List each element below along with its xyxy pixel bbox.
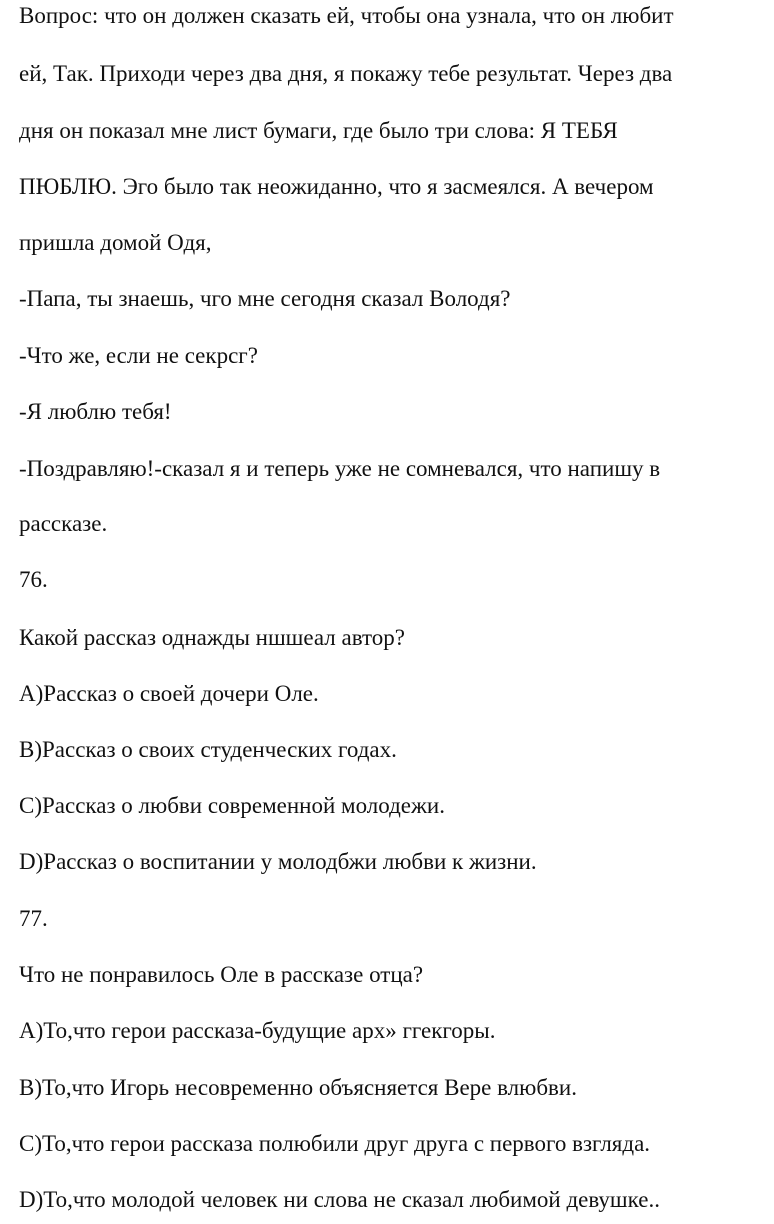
option-letter: B) [19, 737, 42, 762]
passage-line: Вопрос: что он должен сказать ей, чтобы она узнала, что он любит [19, 3, 674, 28]
option-letter: D) [19, 1187, 44, 1212]
passage-line: ПЮБЛЮ. Эго было так неожиданно, что я засмеялся. А вечером [19, 174, 654, 199]
option-text: Рассказ о своей дочери Оле. [43, 681, 319, 706]
passage-line: ей, Так. Приходи через два дня, я покажу тебе результат. Через два [19, 61, 673, 86]
passage-line: -Поздравляю!-сказал я и теперь уже не сомневался, что напишу в [19, 456, 661, 481]
option-letter: D) [19, 849, 44, 874]
option-text: То,что герои рассказа-будущие арх» ггекгоры. [43, 1018, 496, 1043]
answer-option-a [19, 1019, 495, 1042]
answer-option-b [19, 738, 397, 761]
passage-line: пришла домой Одя, [19, 230, 212, 255]
option-text: Рассказ о своих студенческих годах. [42, 737, 397, 762]
question-number: 77. [19, 906, 48, 931]
passage-line: -Папа, ты знаешь, чго мне сегодня сказал Володя? [19, 286, 511, 311]
option-text: То,что герои рассказа полюбили друг друга с первого взгляда. [42, 1131, 651, 1156]
option-text: Рассказ о любви современной молодежи. [42, 793, 445, 818]
passage-line: дня он показал мне лист бумаги, где было три слова: Я ТЕБЯ [19, 118, 618, 143]
answer-option-c [19, 1132, 650, 1155]
option-letter: C) [19, 793, 42, 818]
passage-line: -Что же, если не секрсг? [19, 343, 258, 368]
answer-option-c [19, 794, 445, 817]
passage-line: -Я люблю тебя! [19, 399, 172, 424]
option-text: Рассказ о воспитании у молодбжи любви к жизни. [43, 849, 537, 874]
answer-option-a [19, 682, 319, 705]
option-text: То,что Игорь несовременно объясняется Вере влюбви. [42, 1075, 577, 1100]
question-text: Что не понравилось Оле в рассказе отца? [19, 962, 424, 987]
answer-option-d [19, 850, 537, 873]
question-number: 76. [19, 567, 48, 592]
option-letter: B) [19, 1075, 42, 1100]
answer-option-d [19, 1188, 660, 1211]
question-text: Какой рассказ однажды ншшеал автор? [19, 625, 405, 650]
option-letter: C) [19, 1131, 42, 1156]
option-letter: A) [19, 1018, 44, 1043]
passage-line: рассказе. [19, 511, 108, 536]
option-letter: A) [19, 681, 44, 706]
answer-option-b [19, 1076, 577, 1099]
option-text: То,что молодой человек ни слова не сказал любимой девушке.. [43, 1187, 660, 1212]
